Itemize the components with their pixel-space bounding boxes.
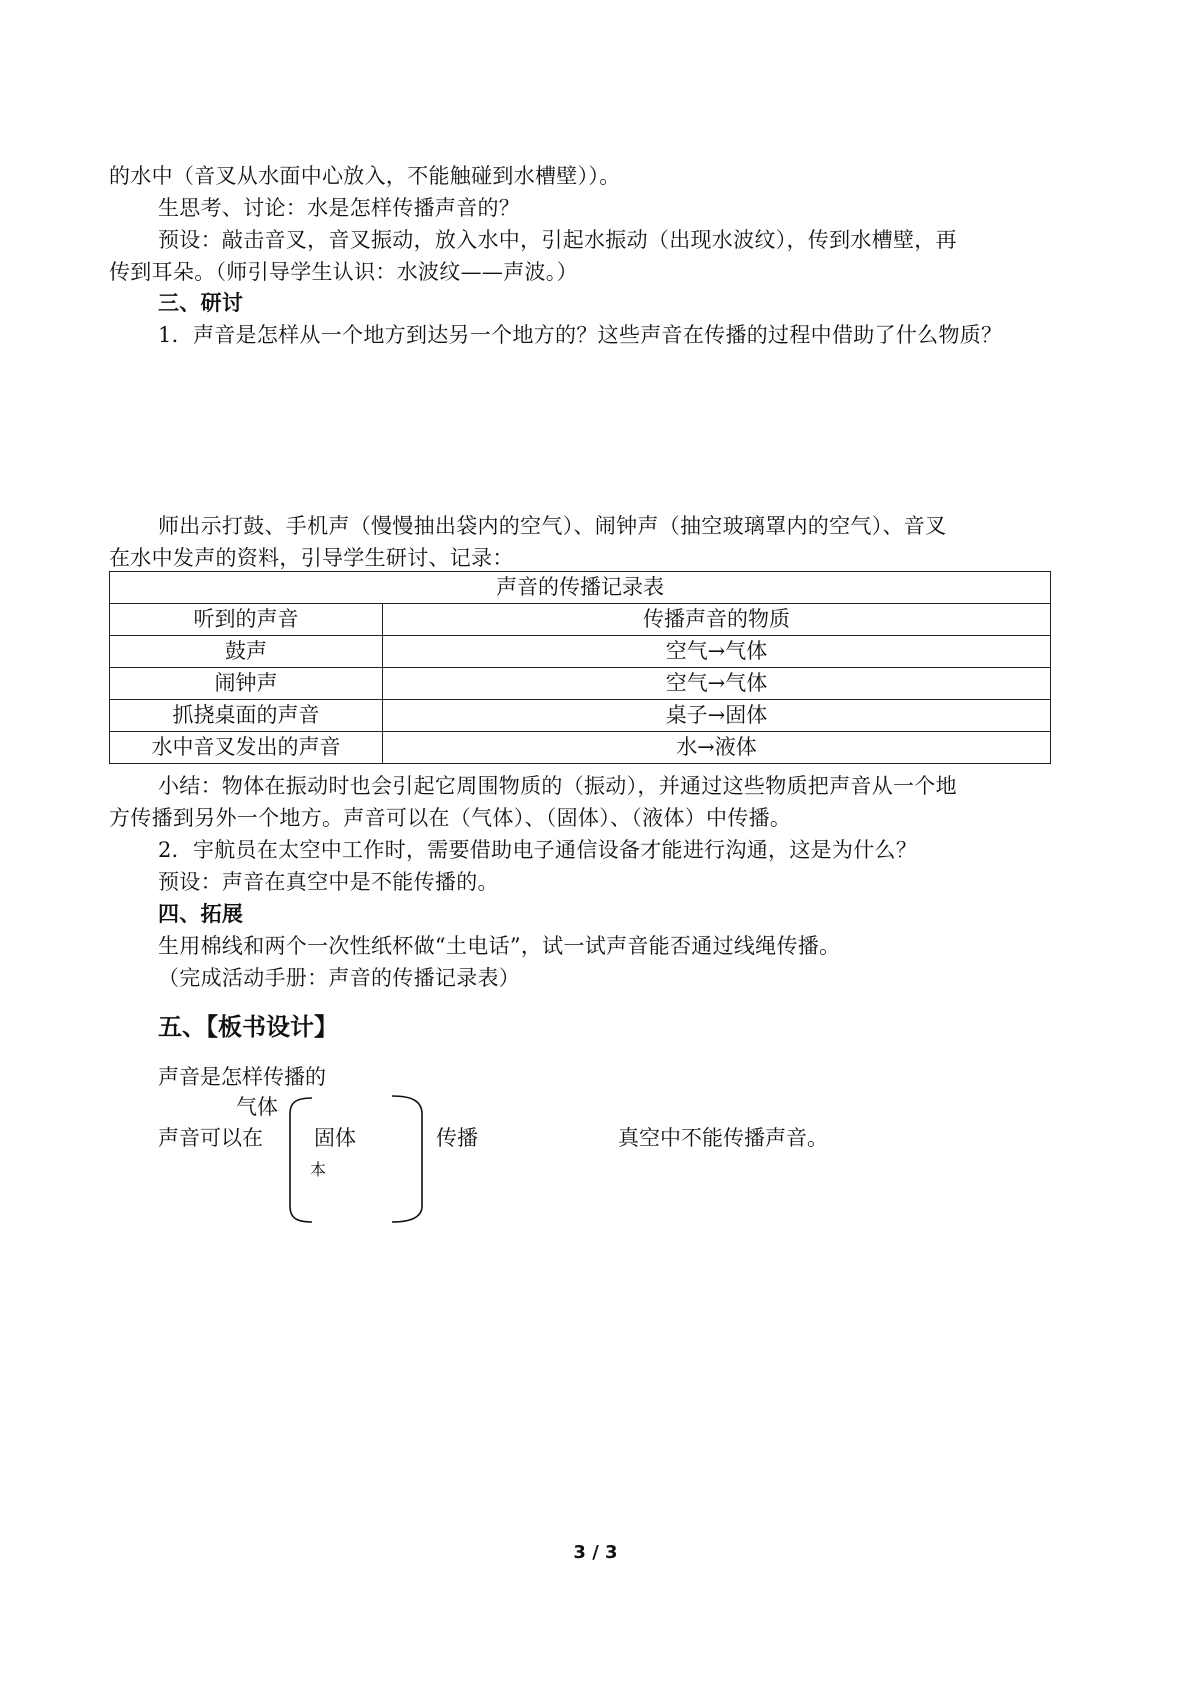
line-2: 生思考、讨论：水是怎样传播声音的？: [158, 196, 521, 220]
table-cell: 水→液体: [383, 732, 1051, 764]
line-3: 预设：敲击音叉，音叉振动，放入水中，引起水振动（出现水波纹），传到水槽壁，再: [158, 228, 957, 252]
question-2: 2．宇航员在太空中工作时，需要借助电子通信设备才能进行沟通，这是为什么？: [158, 838, 918, 862]
table-row: [110, 636, 1051, 668]
board-liquid: 本: [310, 1160, 327, 1179]
board-solid: 固体: [314, 1126, 356, 1150]
table-cell: 闹钟声: [110, 668, 383, 700]
summary-1: 小结：物体在振动时也会引起它周围物质的（振动），并通过这些物质把声音从一个地: [158, 774, 957, 798]
table-caption: 声音的传播记录表: [110, 572, 1051, 604]
table-header: 传播声音的物质: [383, 604, 1051, 636]
board-title: 声音是怎样传播的: [158, 1065, 326, 1089]
table-cell: 水中音叉发出的声音: [110, 732, 383, 764]
table-cell: 空气→气体: [383, 636, 1051, 668]
summary-2: 方传播到另外一个地方。声音可以在（气体）、（固体）、（液体）中传播。: [109, 806, 792, 830]
question-1: 1．声音是怎样从一个地方到达另一个地方的？这些声音在传播的过程中借助了什么物质？: [158, 323, 1003, 347]
table-row: [110, 668, 1051, 700]
record-table: [109, 571, 1051, 764]
paragraph-1a: 师出示打鼓、手机声（慢慢抽出袋内的空气）、闹钟声（抽空玻璃罩内的空气）、音叉: [158, 514, 947, 538]
table-cell: 鼓声: [110, 636, 383, 668]
paragraph-1b: 在水中发声的资料，引导学生研讨、记录：: [109, 546, 514, 570]
board-vacuum: 真空中不能传播声音。: [618, 1126, 828, 1150]
line-1: 的水中（音叉从水面中心放入，不能触碰到水槽壁））。: [109, 164, 621, 188]
table-row: [110, 700, 1051, 732]
table-header-row: [110, 604, 1051, 636]
table-cell: 空气→气体: [383, 668, 1051, 700]
table-cell: 抓挠桌面的声音: [110, 700, 383, 732]
table-cell: 桌子→固体: [383, 700, 1051, 732]
board-gas: 气体: [236, 1095, 278, 1119]
line-4: 传到耳朵。（师引导学生认识：水波纹——声波。）: [109, 260, 578, 284]
board-verb: 传播: [436, 1126, 478, 1150]
table-header: 听到的声音: [110, 604, 383, 636]
table-caption-row: [110, 572, 1051, 604]
page-number: 3 / 3: [573, 1542, 618, 1563]
preset-answer: 预设：声音在真空中是不能传播的。: [158, 870, 499, 894]
extension-1: 生用棉线和两个一次性纸杯做“土电话”，试一试声音能否通过线绳传播。: [158, 934, 841, 958]
board-prefix: 声音可以在: [158, 1126, 263, 1150]
right-brace: [392, 1096, 422, 1222]
extension-2: （完成活动手册：声音的传播记录表）: [158, 966, 521, 990]
section-heading-4: 四、拓展: [158, 901, 244, 926]
table-row: [110, 732, 1051, 764]
section-heading-5: 五、【板书设计】: [158, 1012, 338, 1041]
board-brackets: [280, 1090, 430, 1230]
left-brace: [290, 1098, 312, 1222]
section-heading-3: 三、研讨: [158, 290, 244, 315]
